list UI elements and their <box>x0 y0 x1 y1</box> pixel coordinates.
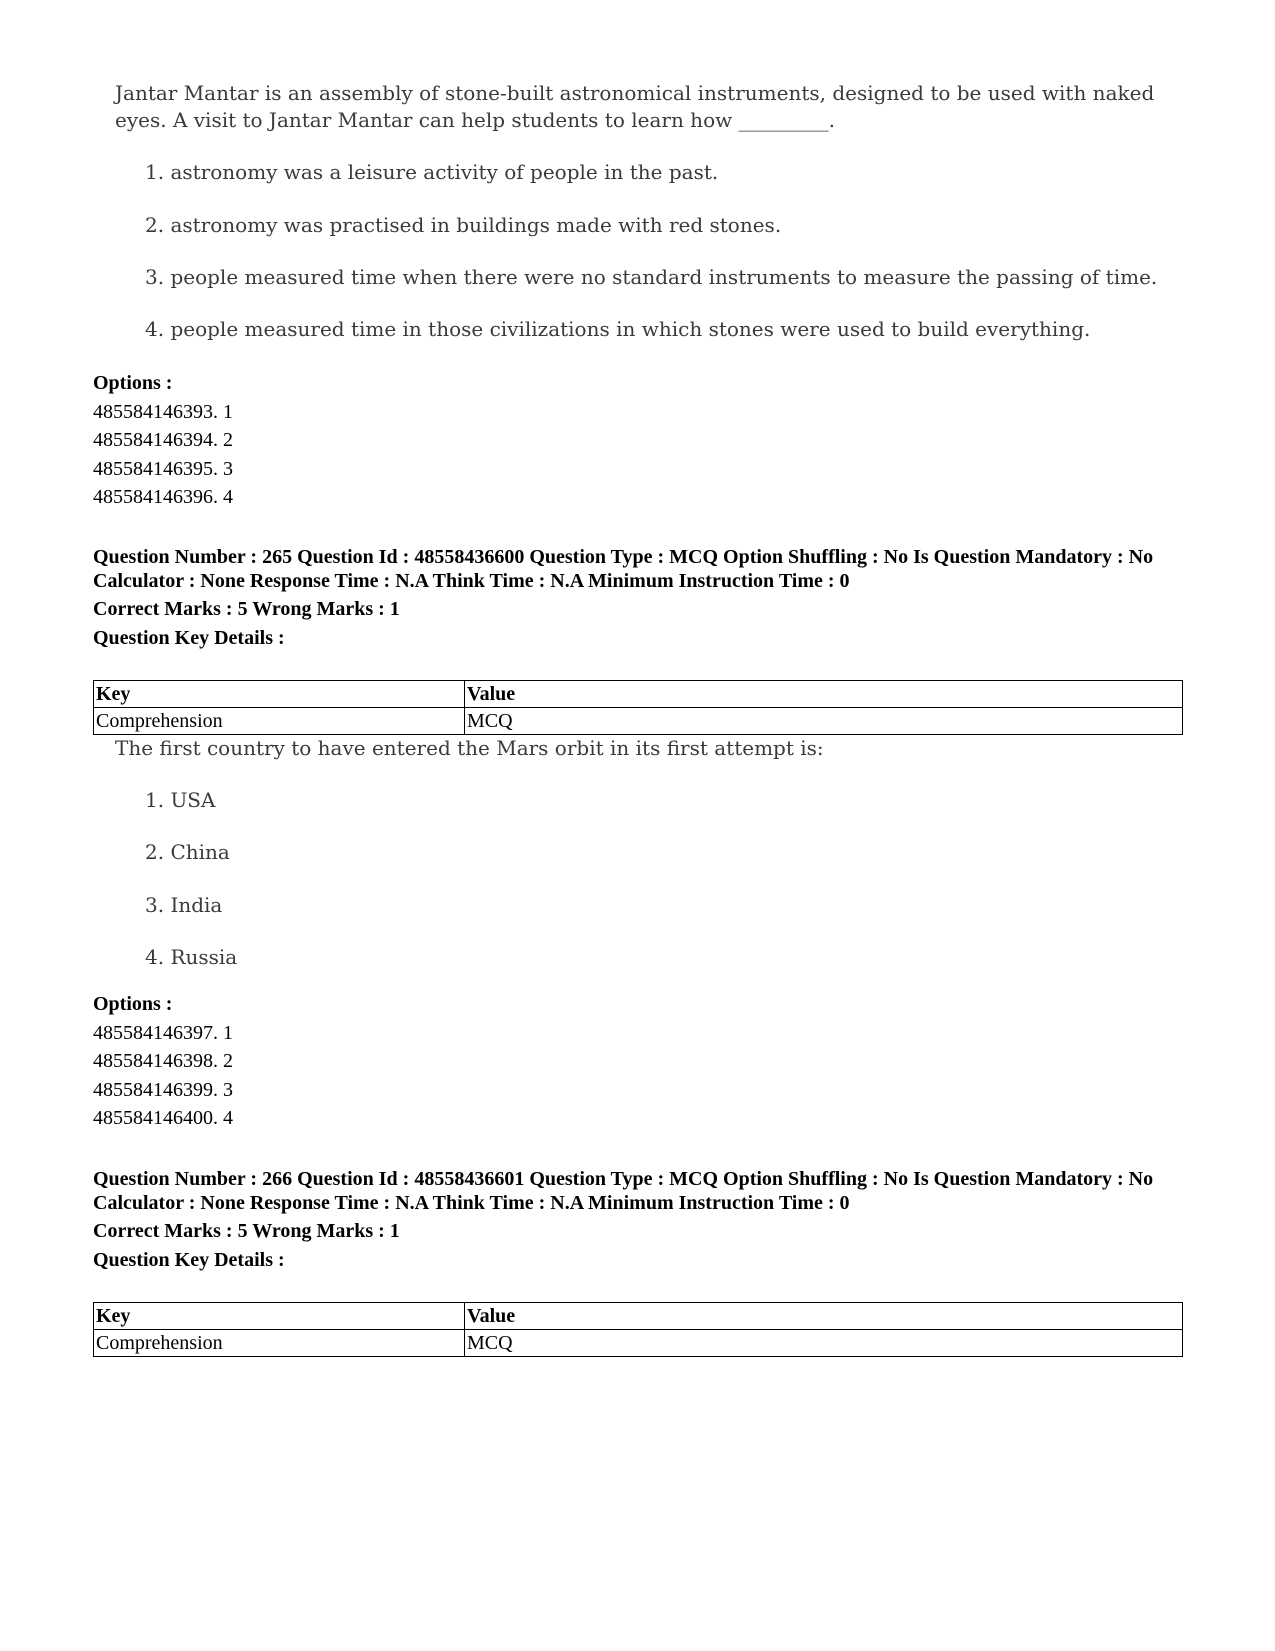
question-265-image <box>115 735 1165 985</box>
choice-2: 2. astronomy was practised in buildings made with red stones. <box>145 213 782 237</box>
table-row <box>94 708 1183 735</box>
table-cell-key: Comprehension <box>94 708 465 735</box>
choice-3: 3. India <box>145 893 223 917</box>
question-264-image <box>115 80 1165 350</box>
choice-2: 2. China <box>145 840 230 864</box>
table-header-key: Key <box>94 681 465 708</box>
options-264 <box>93 369 1183 512</box>
option-item: 485584146394. 2 <box>93 429 233 451</box>
question-meta: Question Number : 265 Question Id : 48558436600 Question Type : MCQ Option Shuffling : No Is Question Mandatory : No Calculator : None Response Time : N.A Think Time : N.A Minimum Instruction Time : 0 <box>93 546 1154 592</box>
key-details-label: Question Key Details : <box>93 1248 285 1271</box>
key-details-label: Question Key Details : <box>93 626 285 649</box>
choice-1: 1. astronomy was a leisure activity of people in the past. <box>145 160 719 184</box>
choice-4: 4. Russia <box>145 945 238 969</box>
choice-4: 4. people measured time in those civilizations in which stones were used to build everything. <box>145 317 1091 341</box>
table-cell-value: MCQ <box>465 1330 1183 1357</box>
question-265-header <box>93 545 1183 652</box>
choice-1: 1. USA <box>145 788 216 812</box>
question-266-header <box>93 1167 1183 1274</box>
option-item: 485584146396. 4 <box>93 486 233 508</box>
options-label: Options : <box>93 372 173 394</box>
options-label: Options : <box>93 993 173 1015</box>
option-item: 485584146400. 4 <box>93 1107 233 1129</box>
option-item: 485584146398. 2 <box>93 1050 233 1072</box>
choice-3: 3. people measured time when there were no standard instruments to measure the passing of time. <box>145 265 1158 289</box>
option-item: 485584146397. 1 <box>93 1021 233 1044</box>
table-header-value: Value <box>465 1303 1183 1330</box>
options-265 <box>93 990 1183 1133</box>
key-details-table <box>93 1302 1183 1357</box>
option-item: 485584146399. 3 <box>93 1078 233 1101</box>
table-cell-key: Comprehension <box>94 1330 465 1357</box>
option-item: 485584146395. 3 <box>93 457 233 480</box>
marks-line: Correct Marks : 5 Wrong Marks : 1 <box>93 1220 400 1242</box>
table-header-row <box>94 681 1183 708</box>
question-meta: Question Number : 266 Question Id : 48558436601 Question Type : MCQ Option Shuffling : No Is Question Mandatory : No Calculator : None Response Time : N.A Think Time : N.A Minimum Instruction Time : 0 <box>93 1168 1154 1214</box>
table-cell-value: MCQ <box>465 708 1183 735</box>
marks-line: Correct Marks : 5 Wrong Marks : 1 <box>93 598 400 620</box>
table-header-value: Value <box>465 681 1183 708</box>
table-header-key: Key <box>94 1303 465 1330</box>
key-details-table <box>93 680 1183 735</box>
table-header-row <box>94 1303 1183 1330</box>
option-item: 485584146393. 1 <box>93 400 233 423</box>
table-row <box>94 1330 1183 1357</box>
question-stem: The first country to have entered the Mars orbit in its first attempt is: <box>115 736 824 760</box>
question-stem: Jantar Mantar is an assembly of stone-built astronomical instruments, designed to be used with naked eyes. A visit to Jantar Mantar can help students to learn how _________. <box>115 81 1155 132</box>
